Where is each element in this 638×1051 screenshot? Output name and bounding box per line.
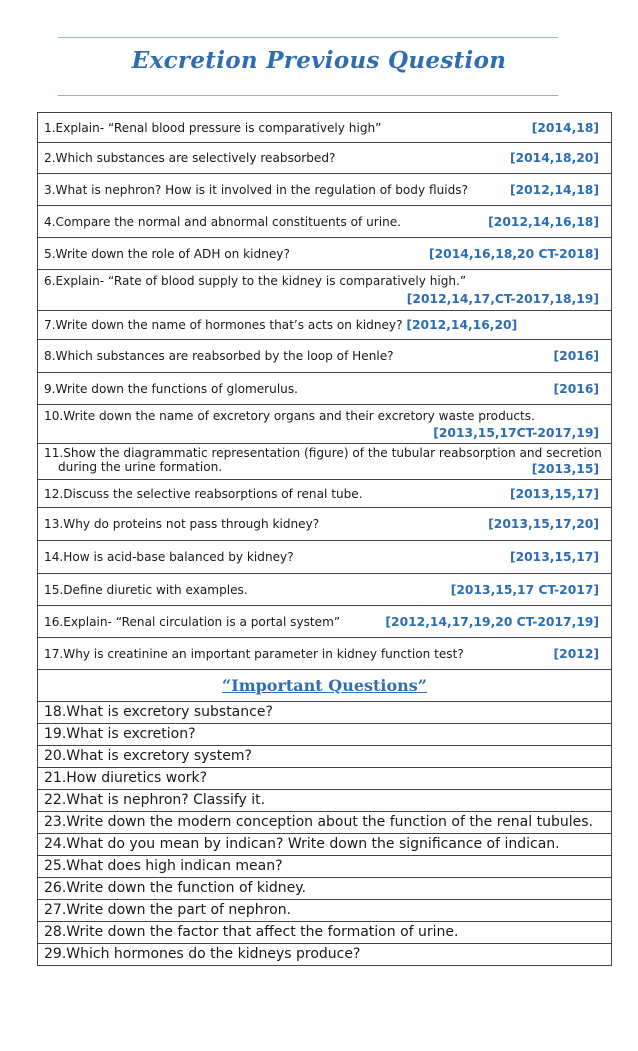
question-text: 14.How is acid-base balanced by kidney? [44, 550, 294, 564]
table-row [38, 270, 612, 311]
important-question: 20.What is excretory system? [38, 746, 612, 768]
question-years: [2012,14,17,CT-2017,18,19] [406, 292, 599, 306]
question-years: [2012,14,17,19,20 CT-2017,19] [385, 614, 599, 629]
question-text: 4.Compare the normal and abnormal constituents of urine. [44, 214, 402, 229]
question-text: 13.Why do proteins not pass through kidney? [44, 517, 320, 531]
important-question: 26.Write down the function of kidney. [38, 878, 612, 900]
question-text: 1.Explain- “Renal blood pressure is comparatively high” [44, 120, 382, 135]
question-text: 10.Write down the name of excretory organs and their excretory waste products. [44, 408, 535, 423]
top-divider [58, 37, 558, 38]
table-row [38, 174, 612, 206]
table-row [38, 574, 612, 606]
table-row [38, 405, 612, 444]
important-heading-row [38, 670, 612, 702]
list-item [38, 746, 612, 768]
question-text: 3.What is nephron? How is it involved in the regulation of body fluids? [44, 182, 469, 197]
question-text: 8.Which substances are reabsorbed by the loop of Henle? [44, 349, 394, 363]
question-years: [2016] [553, 349, 599, 363]
list-item [38, 812, 612, 834]
question-years: [2013,15] [531, 462, 599, 476]
question-text: 5.Write down the role of ADH on kidney? [44, 246, 290, 261]
list-item [38, 790, 612, 812]
list-item [38, 768, 612, 790]
table-row [38, 113, 612, 143]
question-text: 16.Explain- “Renal circulation is a portal system” [44, 614, 341, 629]
important-question: 29.Which hormones do the kidneys produce? [38, 944, 612, 966]
list-item [38, 944, 612, 966]
important-question: 22.What is nephron? Classify it. [38, 790, 612, 812]
question-years: [2013,15,17] [509, 550, 599, 564]
question-text: 17.Why is creatinine an important parameter in kidney function test? [44, 646, 464, 661]
question-years: [2012,14,18] [509, 182, 599, 197]
table-row [38, 508, 612, 541]
list-item [38, 878, 612, 900]
question-text-continued: during the urine formation. [58, 460, 223, 474]
table-row [38, 206, 612, 238]
question-text: 6.Explain- “Rate of blood supply to the kidney is comparatively high.” [44, 274, 467, 288]
question-years: [2013,15,17 CT-2017] [450, 582, 599, 597]
important-question: 19.What is excretion? [38, 724, 612, 746]
question-table [37, 112, 612, 966]
list-item [38, 922, 612, 944]
question-text: 15.Define diuretic with examples. [44, 582, 248, 597]
question-years: [2013,15,17] [509, 486, 599, 501]
question-text: 11.Show the diagrammatic representation (figure) of the tubular reabsorption and secretion [44, 446, 602, 460]
question-years: [2014,18,20] [509, 151, 599, 165]
list-item [38, 724, 612, 746]
question-text: 12.Discuss the selective reabsorptions of renal tube. [44, 486, 363, 501]
question-text: 9.Write down the functions of glomerulus. [44, 381, 298, 396]
important-question: 21.How diuretics work? [38, 768, 612, 790]
important-question: 24.What do you mean by indican? Write down the significance of indican. [38, 834, 612, 856]
bottom-divider [58, 95, 558, 96]
important-question: 27.Write down the part of nephron. [38, 900, 612, 922]
table-row [38, 541, 612, 574]
question-text: 2.Which substances are selectively reabsorbed? [44, 151, 336, 165]
table-row [38, 311, 612, 340]
question-years: [2014,18] [531, 120, 599, 135]
list-item [38, 856, 612, 878]
question-years: [2012,14,16,20] [406, 318, 518, 332]
table-row [38, 444, 612, 480]
important-question: 18.What is excretory substance? [38, 702, 612, 724]
important-question: 23.Write down the modern conception about the function of the renal tubules. [38, 812, 612, 834]
question-years: [2012,14,16,18] [488, 214, 599, 229]
table-row [38, 373, 612, 405]
table-row [38, 143, 612, 174]
important-question: 25.What does high indican mean? [38, 856, 612, 878]
table-row [38, 606, 612, 638]
table-row [38, 638, 612, 670]
list-item [38, 900, 612, 922]
table-row [38, 480, 612, 508]
table-row [38, 340, 612, 373]
table-row [38, 238, 612, 270]
important-question: 28.Write down the factor that affect the formation of urine. [38, 922, 612, 944]
question-text: 7.Write down the name of hormones that’s acts on kidney? [44, 318, 403, 332]
important-heading: “Important Questions” [38, 670, 612, 702]
page-title: Excretion Previous Question [131, 47, 507, 74]
list-item [38, 834, 612, 856]
question-years: [2012] [553, 646, 599, 661]
question-years: [2013,15,17,20] [488, 517, 599, 531]
list-item [38, 702, 612, 724]
question-years: [2013,15,17CT-2017,19] [433, 425, 599, 440]
question-years: [2016] [553, 381, 599, 396]
question-years: [2014,16,18,20 CT-2018] [428, 246, 599, 261]
